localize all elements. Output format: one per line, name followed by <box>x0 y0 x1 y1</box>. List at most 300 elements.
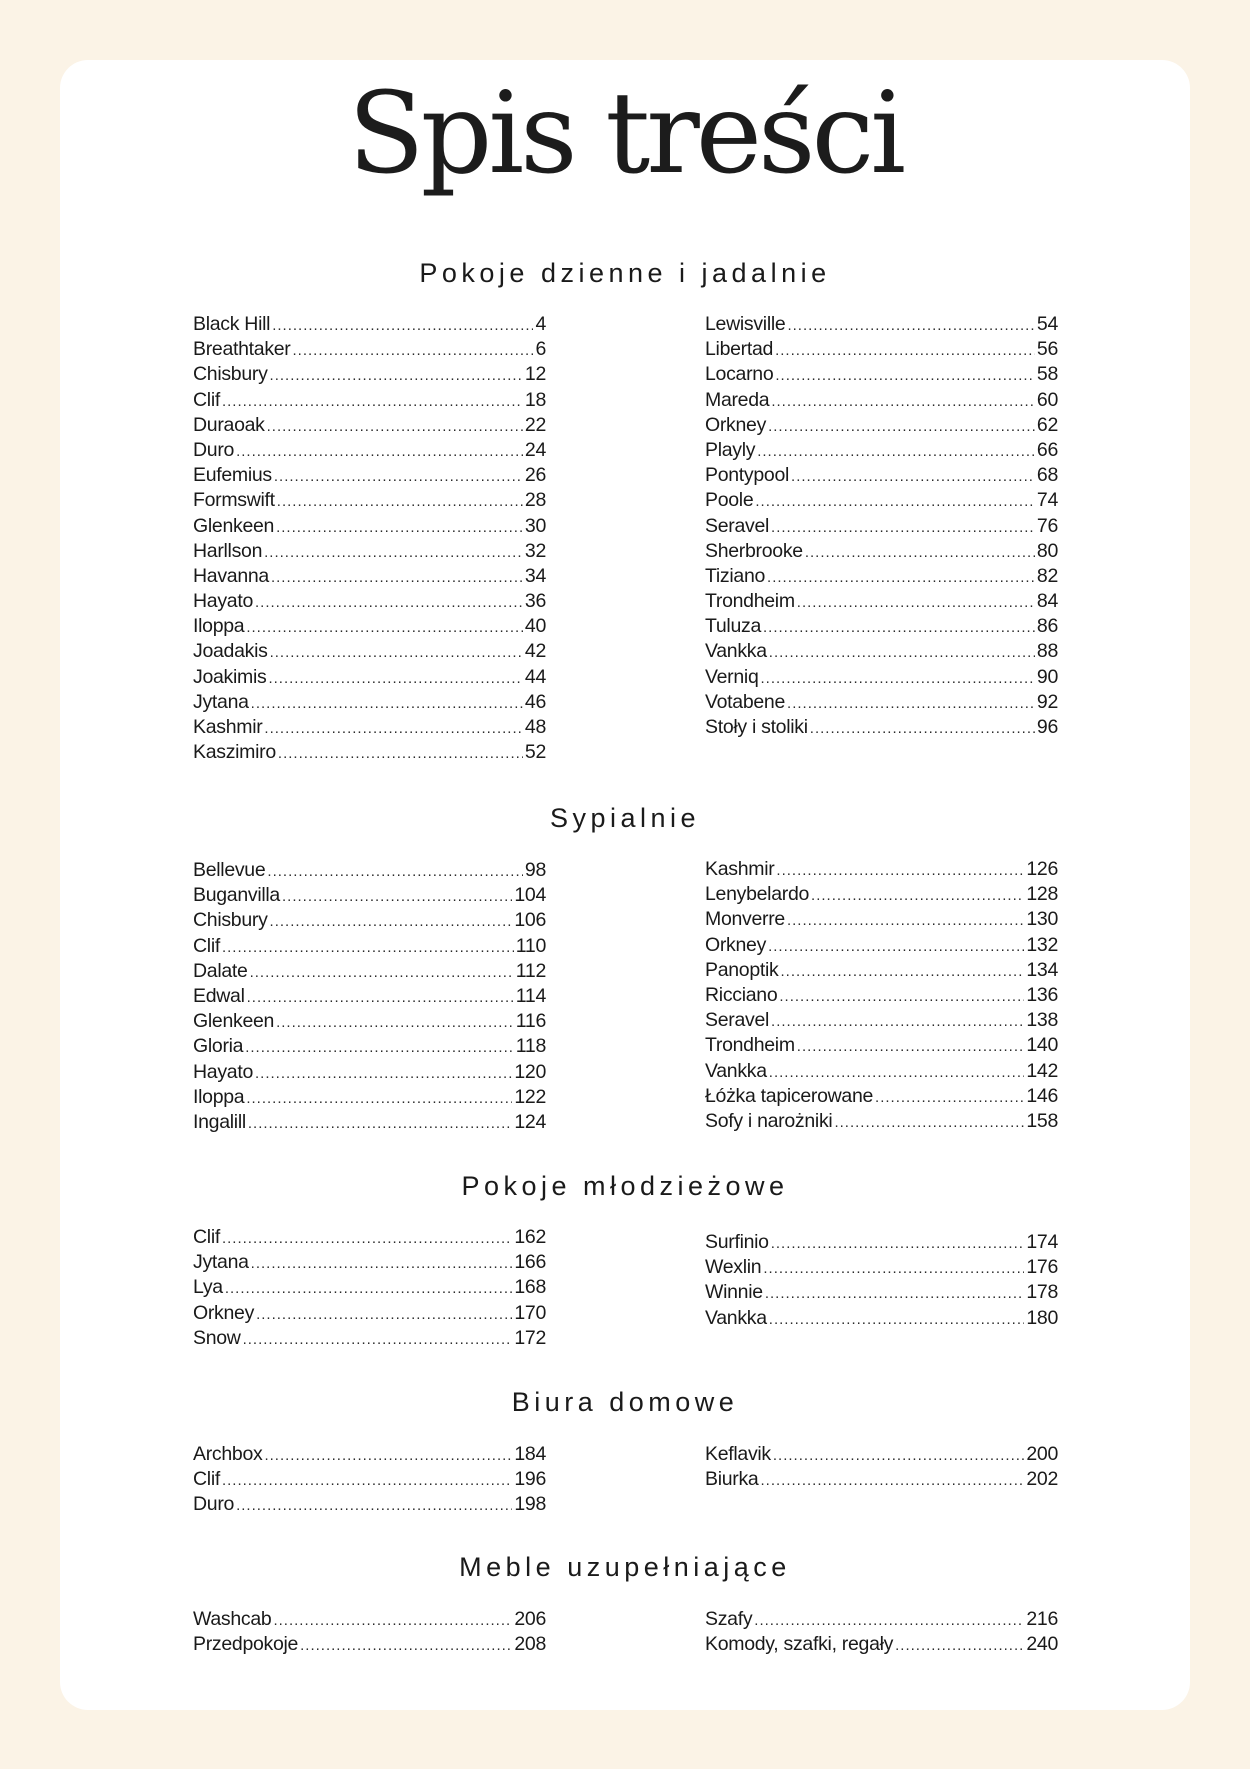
toc-entry-page: 120 <box>514 1060 546 1083</box>
toc-entry[interactable] <box>193 1085 546 1110</box>
dot-leader <box>763 614 1035 639</box>
toc-entry[interactable] <box>705 614 1058 639</box>
dot-leader <box>267 858 523 883</box>
toc-entry-name: Kaszimiro <box>193 741 276 764</box>
toc-entry[interactable] <box>193 1060 546 1085</box>
section-heading: Pokoje młodzieżowe <box>461 1171 789 1201</box>
toc-entry-page: 44 <box>524 665 546 688</box>
toc-entry-page: 110 <box>515 934 546 957</box>
toc-entry-name: Clif <box>193 1226 220 1248</box>
page-title: Spis treści <box>347 69 903 199</box>
toc-entry-page: 32 <box>524 539 546 562</box>
toc-entry-page: 62 <box>1036 413 1058 436</box>
dot-leader <box>771 1008 1024 1033</box>
toc-entry-page: 146 <box>1026 1084 1058 1107</box>
toc-entry-name: Duraoak <box>193 413 265 436</box>
toc-entry[interactable] <box>193 614 546 639</box>
toc-entry-page: 216 <box>1026 1608 1058 1630</box>
toc-entry-page: 60 <box>1036 388 1058 411</box>
toc-entry-name: Lya <box>193 1276 223 1299</box>
dot-leader <box>250 959 514 984</box>
toc-entry[interactable] <box>193 362 546 387</box>
dot-leader <box>222 934 514 959</box>
toc-entry-page: 56 <box>1036 338 1058 361</box>
toc-entry-name: Surfinio <box>705 1231 769 1253</box>
toc-entry-name: Kashmir <box>193 716 263 738</box>
toc-entry[interactable] <box>705 1442 1058 1467</box>
toc-entry-name: Panoptik <box>705 958 779 981</box>
dot-leader <box>273 1607 512 1632</box>
dot-leader <box>236 1492 512 1517</box>
toc-entry-page: 36 <box>524 590 546 613</box>
toc-entry-page: 170 <box>514 1301 546 1324</box>
toc-entry-page: 130 <box>1026 908 1058 931</box>
toc-entry-name: Verniq <box>705 665 759 688</box>
toc-entry-name: Locarno <box>705 363 774 386</box>
toc-entry-page: 86 <box>1036 615 1058 638</box>
toc-entry-page: 184 <box>514 1443 546 1465</box>
toc-entry[interactable] <box>193 1301 546 1326</box>
toc-entry-name: Sherbrooke <box>705 539 803 562</box>
toc-column-left <box>193 1442 546 1518</box>
dot-leader <box>245 1034 514 1059</box>
toc-entry-name: Havanna <box>193 564 269 587</box>
toc-entry-page: 142 <box>1026 1059 1058 1082</box>
dot-leader <box>236 438 523 463</box>
dot-leader <box>787 312 1034 337</box>
toc-entry-page: 172 <box>514 1326 546 1349</box>
toc-entry-page: 22 <box>524 413 546 436</box>
toc-entry-page: 18 <box>524 388 546 411</box>
dot-leader <box>781 958 1025 983</box>
toc-entry-page: 118 <box>515 1035 546 1058</box>
dot-leader <box>271 564 523 589</box>
toc-entry-page: 88 <box>1036 640 1058 663</box>
toc-column-left <box>193 858 546 1135</box>
dot-leader <box>775 337 1035 362</box>
toc-entry[interactable] <box>705 1255 1058 1280</box>
toc-entry-page: 58 <box>1036 363 1058 386</box>
toc-entry-page: 122 <box>514 1085 546 1108</box>
toc-entry[interactable] <box>193 1225 546 1250</box>
dot-leader <box>834 1109 1024 1134</box>
toc-entry[interactable] <box>193 337 546 362</box>
toc-entry-page: 90 <box>1036 665 1058 688</box>
toc-column-right <box>705 1230 1058 1331</box>
toc-entry-name: Clif <box>193 934 220 957</box>
toc-entry-page: 174 <box>1026 1231 1058 1253</box>
dot-leader <box>222 1225 512 1250</box>
toc-entry[interactable] <box>193 1009 546 1034</box>
toc-entry[interactable] <box>705 690 1058 715</box>
dot-leader <box>791 463 1035 488</box>
toc-entry[interactable] <box>705 1084 1058 1109</box>
toc-entry-page: 134 <box>1026 958 1058 981</box>
dot-leader <box>797 589 1035 614</box>
toc-entry-page: 126 <box>1026 858 1058 880</box>
toc-entry[interactable] <box>705 1467 1058 1492</box>
toc-entry[interactable] <box>705 1632 1058 1657</box>
toc-entry-name: Breathtaker <box>193 338 291 361</box>
toc-entry[interactable] <box>193 514 546 539</box>
toc-entry-page: 106 <box>514 909 546 932</box>
toc-entry-page: 104 <box>514 884 546 907</box>
dot-leader <box>787 690 1035 715</box>
toc-entry[interactable] <box>193 539 546 564</box>
toc-entry-name: Winnie <box>705 1281 763 1304</box>
toc-entry-page: 24 <box>524 438 546 461</box>
dot-leader <box>767 564 1035 589</box>
toc-entry-page: 84 <box>1036 590 1058 613</box>
toc-entry-page: 198 <box>514 1493 546 1516</box>
toc-entry-name: Trondheim <box>705 1034 795 1057</box>
toc-entry[interactable] <box>193 1467 546 1492</box>
toc-entry-name: Jytana <box>193 690 249 713</box>
dot-leader <box>773 1442 1024 1467</box>
dot-leader <box>277 488 523 513</box>
toc-column-left <box>193 1225 546 1351</box>
toc-entry-name: Chisbury <box>193 363 268 386</box>
toc-entry[interactable] <box>705 983 1058 1008</box>
toc-entry[interactable] <box>193 388 546 413</box>
toc-entry[interactable] <box>193 665 546 690</box>
dot-leader <box>775 362 1035 387</box>
dot-leader <box>243 1326 513 1351</box>
toc-entry-page: 82 <box>1036 564 1058 587</box>
dot-leader <box>805 539 1035 564</box>
toc-entry-page: 208 <box>514 1633 546 1656</box>
dot-leader <box>797 1033 1025 1058</box>
toc-entry-page: 196 <box>514 1468 546 1491</box>
toc-entry-name: Formswift <box>193 489 275 512</box>
toc-entry-name: Vankka <box>705 1306 767 1329</box>
toc-entry[interactable] <box>193 438 546 463</box>
toc-entry-name: Tuluza <box>705 615 762 638</box>
dot-leader <box>771 514 1035 539</box>
toc-entry-name: Biurka <box>705 1468 759 1491</box>
toc-entry[interactable] <box>705 933 1058 958</box>
dot-leader <box>787 907 1024 932</box>
toc-entry-name: Szafy <box>705 1608 753 1630</box>
toc-entry-name: Orkney <box>193 1301 255 1324</box>
toc-entry[interactable] <box>705 1230 1058 1255</box>
toc-entry-name: Archbox <box>193 1443 263 1465</box>
toc-entry-name: Seravel <box>705 1009 770 1032</box>
toc-entry[interactable] <box>193 589 546 614</box>
dot-leader <box>282 883 512 908</box>
toc-entry[interactable] <box>193 1632 546 1657</box>
dot-leader <box>300 1632 512 1657</box>
toc-entry[interactable] <box>193 312 546 337</box>
toc-entry-name: Pontypool <box>705 464 790 487</box>
toc-entry-name: Lenybelardo <box>705 883 810 906</box>
toc-entry-page: 136 <box>1026 983 1058 1006</box>
toc-entry[interactable] <box>705 1306 1058 1331</box>
toc-entry[interactable] <box>705 715 1058 740</box>
toc-entry-page: 54 <box>1036 313 1058 335</box>
toc-entry-name: Lewisville <box>705 313 786 335</box>
dot-leader <box>278 740 523 765</box>
toc-entry-page: 76 <box>1036 514 1058 537</box>
toc-column-right <box>705 1442 1058 1492</box>
dot-leader <box>769 1306 1025 1331</box>
toc-entry-page: 28 <box>524 489 546 512</box>
toc-entry[interactable] <box>705 337 1058 362</box>
dot-leader <box>276 514 523 539</box>
toc-entry-name: Poole <box>705 489 754 512</box>
toc-entry[interactable] <box>705 1109 1058 1134</box>
dot-leader <box>270 908 513 933</box>
toc-entry-name: Trondheim <box>705 590 795 613</box>
dot-leader <box>255 589 523 614</box>
dot-leader <box>895 1632 1024 1657</box>
toc-entry-name: Hayato <box>193 590 253 613</box>
toc-entry[interactable] <box>705 362 1058 387</box>
toc-entry-name: Clif <box>193 1468 220 1491</box>
toc-entry-page: 168 <box>514 1276 546 1299</box>
toc-entry-page: 40 <box>524 615 546 638</box>
toc-entry-page: 114 <box>515 984 546 1007</box>
toc-entry[interactable] <box>193 1250 546 1275</box>
toc-column-right <box>705 857 1058 1134</box>
dot-leader <box>274 463 523 488</box>
toc-entry-name: Orkney <box>705 413 767 436</box>
section-heading: Sypialnie <box>549 803 701 833</box>
toc-entry-page: 180 <box>1026 1306 1058 1329</box>
toc-entry[interactable] <box>705 639 1058 664</box>
toc-entry[interactable] <box>193 690 546 715</box>
toc-entry-name: Black Hill <box>193 313 271 335</box>
toc-entry-name: Ingalill <box>193 1110 246 1133</box>
dot-leader <box>763 1255 1024 1280</box>
toc-entry[interactable] <box>193 883 546 908</box>
toc-entry-name: Chisbury <box>193 909 268 932</box>
dot-leader <box>754 1607 1024 1632</box>
dot-leader <box>270 362 523 387</box>
toc-entry[interactable] <box>193 740 546 765</box>
toc-entry[interactable] <box>193 858 546 883</box>
toc-entry-name: Votabene <box>705 690 786 713</box>
toc-entry-name: Vankka <box>705 1059 767 1082</box>
toc-entry-page: 42 <box>524 640 546 663</box>
toc-entry-page: 46 <box>524 690 546 713</box>
dot-leader <box>755 488 1035 513</box>
toc-entry[interactable] <box>705 1607 1058 1632</box>
toc-entry-name: Łóżka tapicerowane <box>705 1084 874 1107</box>
toc-entry-name: Dalate <box>193 959 248 982</box>
toc-entry[interactable] <box>705 907 1058 932</box>
toc-entry-page: 158 <box>1026 1109 1058 1132</box>
toc-entry-name: Snow <box>193 1326 241 1349</box>
dot-leader <box>264 539 523 564</box>
toc-entry[interactable] <box>705 438 1058 463</box>
toc-entry[interactable] <box>193 1492 546 1517</box>
toc-entry-name: Glenkeen <box>193 514 275 537</box>
dot-leader <box>251 690 523 715</box>
dot-leader <box>768 413 1035 438</box>
toc-entry-name: Iloppa <box>193 1085 245 1108</box>
dot-leader <box>225 1275 513 1300</box>
toc-entry-name: Eufemius <box>193 464 272 487</box>
toc-entry-name: Joakimis <box>193 665 267 688</box>
toc-entry-name: Tiziano <box>705 564 766 587</box>
dot-leader <box>222 388 523 413</box>
toc-entry-name: Clif <box>193 388 220 411</box>
dot-leader <box>256 1301 512 1326</box>
toc-entry[interactable] <box>193 1275 546 1300</box>
toc-entry-page: 128 <box>1026 883 1058 906</box>
toc-entry-name: Sofy i narożniki <box>705 1109 833 1132</box>
toc-entry-name: Orkney <box>705 933 767 956</box>
toc-entry[interactable] <box>193 934 546 959</box>
toc-entry-name: Playly <box>705 438 756 461</box>
toc-entry[interactable] <box>193 1110 546 1135</box>
dot-leader <box>769 1059 1025 1084</box>
dot-leader <box>771 388 1035 413</box>
toc-entry-page: 138 <box>1026 1009 1058 1032</box>
toc-entry[interactable] <box>193 715 546 740</box>
toc-entry-page: 206 <box>514 1608 546 1630</box>
toc-entry-page: 166 <box>514 1251 546 1274</box>
dot-leader <box>267 413 523 438</box>
toc-entry[interactable] <box>705 882 1058 907</box>
dot-leader <box>769 639 1035 664</box>
toc-entry[interactable] <box>193 1034 546 1059</box>
toc-entry-page: 240 <box>1026 1633 1058 1656</box>
toc-entry[interactable] <box>193 908 546 933</box>
toc-entry-page: 112 <box>515 959 546 982</box>
toc-entry[interactable] <box>705 857 1058 882</box>
dot-leader <box>776 857 1024 882</box>
toc-entry-name: Glenkeen <box>193 1010 275 1033</box>
toc-entry[interactable] <box>193 1607 546 1632</box>
toc-entry-name: Hayato <box>193 1060 253 1083</box>
toc-entry-name: Libertad <box>705 338 774 361</box>
toc-entry[interactable] <box>705 514 1058 539</box>
toc-entry[interactable] <box>193 564 546 589</box>
dot-leader <box>875 1084 1024 1109</box>
section-heading: Biura domowe <box>511 1387 739 1417</box>
dot-leader <box>270 639 523 664</box>
toc-entry-name: Duro <box>193 1493 235 1516</box>
dot-leader <box>765 1280 1025 1305</box>
toc-entry[interactable] <box>705 539 1058 564</box>
toc-entry-name: Washcab <box>193 1608 272 1630</box>
toc-entry[interactable] <box>705 665 1058 690</box>
toc-entry[interactable] <box>705 388 1058 413</box>
dot-leader <box>272 312 533 337</box>
toc-entry-name: Seravel <box>705 514 770 537</box>
toc-entry-page: 6 <box>535 338 546 361</box>
toc-entry[interactable] <box>705 1033 1058 1058</box>
toc-entry[interactable] <box>193 463 546 488</box>
toc-entry-page: 26 <box>524 464 546 487</box>
toc-entry-page: 92 <box>1036 690 1058 713</box>
toc-entry-page: 98 <box>524 859 546 881</box>
toc-entry-page: 162 <box>514 1226 546 1248</box>
toc-column-right <box>705 312 1058 740</box>
toc-entry[interactable] <box>705 564 1058 589</box>
toc-entry[interactable] <box>193 413 546 438</box>
toc-column-left <box>193 1607 546 1657</box>
toc-entry[interactable] <box>193 488 546 513</box>
toc-entry-page: 68 <box>1036 464 1058 487</box>
toc-entry-name: Iloppa <box>193 615 245 638</box>
dot-leader <box>264 1442 512 1467</box>
toc-entry-name: Jytana <box>193 1251 249 1274</box>
toc-entry-name: Edwal <box>193 984 245 1007</box>
dot-leader <box>264 715 522 740</box>
dot-leader <box>248 1110 512 1135</box>
dot-leader <box>246 1085 512 1110</box>
toc-entry-name: Vankka <box>705 640 767 663</box>
dot-leader <box>779 983 1024 1008</box>
toc-entry-page: 178 <box>1026 1281 1058 1304</box>
section-heading: Meble uzupełniające <box>459 1552 791 1582</box>
dot-leader <box>768 933 1024 958</box>
toc-entry-name: Gloria <box>193 1035 244 1058</box>
toc-entry[interactable] <box>705 413 1058 438</box>
toc-entry[interactable] <box>705 312 1058 337</box>
toc-entry[interactable] <box>193 959 546 984</box>
toc-entry-name: Monverre <box>705 908 785 931</box>
toc-entry-page: 96 <box>1036 716 1058 738</box>
toc-entry[interactable] <box>193 639 546 664</box>
toc-entry[interactable] <box>705 1008 1058 1033</box>
toc-entry-name: Stoły i stoliki <box>705 716 808 738</box>
dot-leader <box>771 1230 1025 1255</box>
toc-entry-page: 52 <box>524 741 546 764</box>
dot-leader <box>760 1467 1024 1492</box>
dot-leader <box>255 1060 512 1085</box>
dot-leader <box>222 1467 512 1492</box>
toc-entry-page: 116 <box>515 1010 546 1033</box>
toc-entry-name: Duro <box>193 438 235 461</box>
toc-entry-page: 66 <box>1036 438 1058 461</box>
dot-leader <box>811 882 1024 907</box>
toc-entry-page: 48 <box>524 716 546 738</box>
toc-entry-name: Wexlin <box>705 1256 762 1279</box>
toc-entry[interactable] <box>705 589 1058 614</box>
toc-entry-name: Kashmir <box>705 858 775 880</box>
toc-entry-name: Joadakis <box>193 640 268 663</box>
toc-entry-name: Mareda <box>705 388 770 411</box>
toc-entry[interactable] <box>705 488 1058 513</box>
dot-leader <box>247 984 514 1009</box>
toc-entry-page: 176 <box>1026 1256 1058 1279</box>
toc-entry-name: Keflavik <box>705 1443 771 1465</box>
toc-entry[interactable] <box>705 463 1058 488</box>
dot-leader <box>246 614 523 639</box>
toc-entry-page: 140 <box>1026 1034 1058 1057</box>
toc-column-left <box>193 312 546 765</box>
toc-entry[interactable] <box>705 1280 1058 1305</box>
toc-entry-name: Ricciano <box>705 983 778 1006</box>
toc-entry-page: 4 <box>535 313 546 335</box>
toc-entry-page: 34 <box>524 564 546 587</box>
dot-leader <box>810 715 1035 740</box>
dot-leader <box>757 438 1035 463</box>
toc-entry-page: 202 <box>1026 1468 1058 1491</box>
toc-entry-page: 30 <box>524 514 546 537</box>
toc-entry-page: 132 <box>1026 933 1058 956</box>
toc-entry[interactable] <box>193 1326 546 1351</box>
toc-entry[interactable] <box>193 1442 546 1467</box>
toc-entry[interactable] <box>705 1059 1058 1084</box>
toc-entry[interactable] <box>705 958 1058 983</box>
toc-entry-page: 200 <box>1026 1443 1058 1465</box>
toc-entry[interactable] <box>193 984 546 1009</box>
